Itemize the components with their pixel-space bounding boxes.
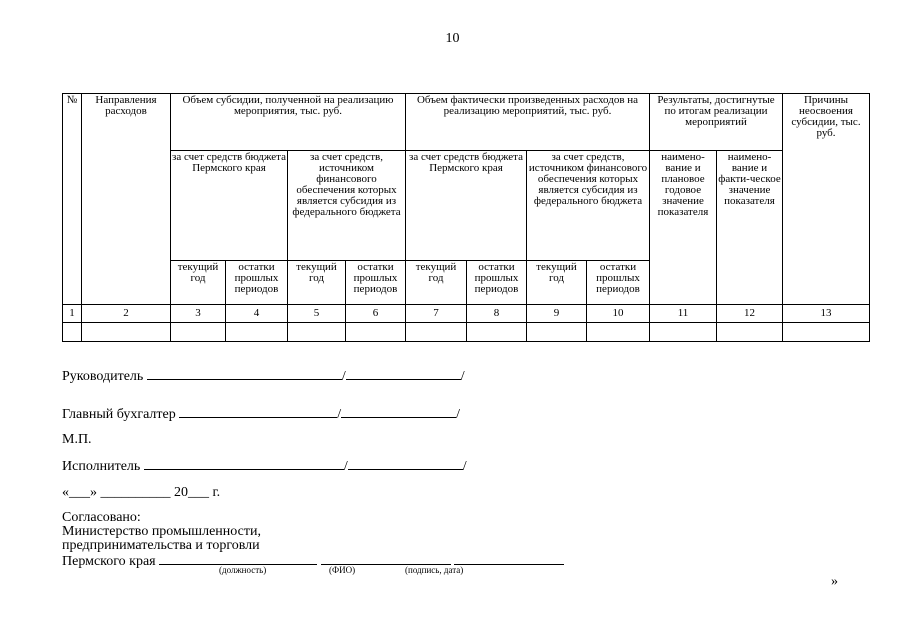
prev-remainder: остатки прошлых периодов	[467, 261, 527, 305]
current-year: текущий год	[406, 261, 467, 305]
table-cell[interactable]	[783, 323, 870, 342]
agreement-block	[62, 511, 564, 569]
executor-label: Исполнитель	[62, 459, 141, 474]
col-number: 1	[63, 305, 82, 323]
table-cell[interactable]	[587, 323, 650, 342]
col-number: 2	[82, 305, 171, 323]
closing-quote: »	[831, 574, 838, 589]
stamp-label: М.П.	[62, 432, 92, 447]
caption-signature: (подпись, дата)	[405, 565, 464, 575]
sub-budget-1: за счет средств бюджета Пермского края	[171, 151, 288, 261]
head-position-line[interactable]	[147, 368, 342, 380]
caption-position: (должность)	[219, 565, 267, 575]
executor-position-line[interactable]	[144, 458, 344, 470]
prev-remainder: остатки прошлых периодов	[587, 261, 650, 305]
agreement-name-line[interactable]	[321, 553, 451, 565]
sub-federal-1: за счет средств, источником финансового обеспечения которых является субсидия из федерального бюджета	[288, 151, 406, 261]
executor-name-line[interactable]	[348, 458, 463, 470]
col-number: 10	[587, 305, 650, 323]
table-cell[interactable]	[63, 323, 82, 342]
current-year: текущий год	[288, 261, 346, 305]
ministry-line-1: Министерство промышленности,	[62, 524, 261, 539]
accountant-signature-row: Главный бухгалтер / /	[62, 407, 461, 422]
col-number: 4	[226, 305, 288, 323]
agreement-signature-line[interactable]	[454, 553, 564, 565]
col-number: 6	[346, 305, 406, 323]
head-signature-row: Руководитель / /	[62, 369, 465, 384]
current-year: текущий год	[171, 261, 226, 305]
agreed-label: Согласовано:	[62, 510, 141, 525]
table-cell[interactable]	[406, 323, 467, 342]
caption-name: (ФИО)	[329, 565, 356, 575]
header-subsidy-volume: Объем субсидии, полученной на реализацию мероприятия, тыс. руб.	[171, 94, 406, 151]
header-no: №	[63, 94, 82, 305]
table-cell[interactable]	[346, 323, 406, 342]
table-cell[interactable]	[717, 323, 783, 342]
col-number: 9	[527, 305, 587, 323]
sub-actual-indicator: наимено-вание и факти-ческое значение показателя	[717, 151, 783, 305]
col-number: 3	[171, 305, 226, 323]
header-reasons: Причины неосвоения субсидии, тыс. руб.	[783, 94, 870, 305]
date-line[interactable]: «___» __________ 20___ г.	[62, 485, 221, 500]
accountant-position-line[interactable]	[179, 406, 337, 418]
sub-budget-2: за счет средств бюджета Пермского края	[406, 151, 527, 261]
table-cell[interactable]	[467, 323, 527, 342]
sub-planned-indicator: наимено-вание и плановое годовое значение показателя	[650, 151, 717, 305]
executor-signature-row: Исполнитель / /	[62, 459, 467, 474]
report-table	[62, 93, 870, 342]
col-number: 5	[288, 305, 346, 323]
header-results: Результаты, достигнутые по итогам реализации мероприятий	[650, 94, 783, 151]
col-number: 7	[406, 305, 467, 323]
head-label: Руководитель	[62, 369, 144, 384]
table-cell[interactable]	[82, 323, 171, 342]
table-cell[interactable]	[650, 323, 717, 342]
col-number: 11	[650, 305, 717, 323]
prev-remainder: остатки прошлых периодов	[226, 261, 288, 305]
ministry-line-2: предпринимательства и торговли	[62, 538, 260, 553]
agreement-position-line[interactable]	[159, 553, 317, 565]
page-number: 10	[445, 31, 460, 46]
table-cell[interactable]	[527, 323, 587, 342]
current-year: текущий год	[527, 261, 587, 305]
ministry-line-3: Пермского края	[62, 554, 156, 569]
prev-remainder: остатки прошлых периодов	[346, 261, 406, 305]
accountant-label: Главный бухгалтер	[62, 407, 176, 422]
col-number: 13	[783, 305, 870, 323]
table-row	[63, 323, 870, 342]
col-number: 12	[717, 305, 783, 323]
sub-federal-2: за счет средств, источником финансового обеспечения которых является субсидия из федерального бюджета	[527, 151, 650, 261]
accountant-name-line[interactable]	[341, 406, 456, 418]
table-cell[interactable]	[288, 323, 346, 342]
table-cell[interactable]	[226, 323, 288, 342]
table-cell[interactable]	[171, 323, 226, 342]
col-number: 8	[467, 305, 527, 323]
header-actual-expenses: Объем фактически произведенных расходов на реализацию мероприятий, тыс. руб.	[406, 94, 650, 151]
header-directions: Направления расходов	[82, 94, 171, 305]
head-name-line[interactable]	[346, 368, 461, 380]
